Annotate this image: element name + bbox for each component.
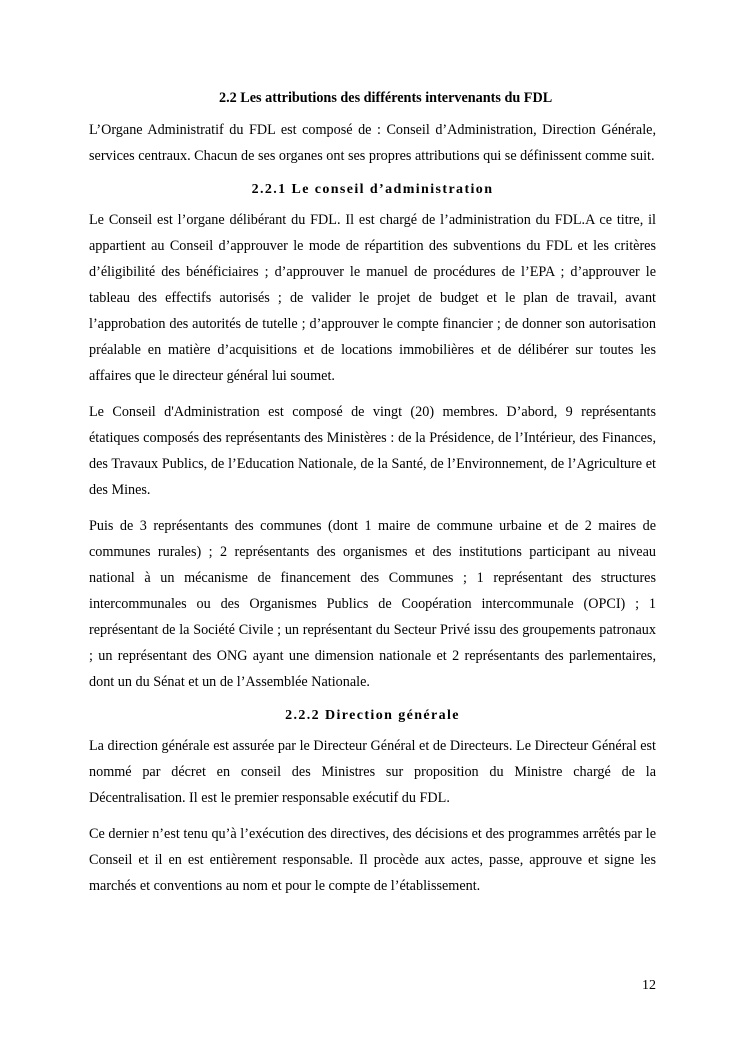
paragraph-conseil-members: Puis de 3 représentants des communes (dont 1 maire de commune urbaine et de 2 maires de communes rurales) ; 2 représentants des organismes et des institutions participant au niveau national à un mécanisme de financement des Communes ; 1 représentant des structures intercommunales ou des Organismes Publics de Coopération intercommunale (OPCI) ; 1 représentant de la Société Civile ; un représentant du Secteur Privé issu des groupements patronaux ; un représentant des ONG ayant une dimension nationale et 2 représentants des parlementaires, dont un du Sénat et un de l’Assemblée Nationale. bbox=[89, 518, 656, 690]
section-title: 2.2 Les attributions des différents intervenants du FDL bbox=[219, 90, 553, 106]
page-content bbox=[89, 87, 656, 909]
subsection-title-direction: 2.2.2 Direction générale bbox=[285, 708, 460, 723]
paragraph-direction-role: La direction générale est assurée par le Directeur Général et de Directeurs. Le Directeur Général est nommé par décret en conseil des Ministres sur proposition du Ministre chargé de la Décentralisation. Il est le premier responsable exécutif du FDL. bbox=[89, 738, 656, 806]
paragraph-conseil-role: Le Conseil est l’organe délibérant du FDL. Il est chargé de l’administration du FDL.A ce titre, il appartient au Conseil d’approuver le mode de répartition des subventions du FDL et les critères d’éligibilité des bénéficiaires ; d’approuver le manuel de procédures de l’EPA ; d’approuver le tableau des effectifs autorisés ; de valider le projet de budget et le plan de travail, avant l’approbation des autorités de tutelle ; d’approuver le compte financier ; de donner son autorisation préalable en matière d’acquisitions et de locations immobilières et de délibérer sur toutes les affaires que le directeur général lui soumet. bbox=[89, 212, 656, 384]
page-number: 12 bbox=[642, 978, 656, 993]
paragraph-conseil-composition: Le Conseil d'Administration est composé de vingt (20) membres. D’abord, 9 représentants étatiques composés des représentants des Ministères : de la Présidence, de l’Intérieur, des Finances, des Travaux Publics, de l’Education Nationale, de la Santé, de l’Environnement, de l’Agriculture et des Mines. bbox=[89, 404, 656, 498]
intro-paragraph: L’Organe Administratif du FDL est composé de : Conseil d’Administration, Direction Générale, services centraux. Chacun de ses organes ont ses propres attributions qui se définissent comme suit. bbox=[89, 122, 656, 164]
subsection-title-conseil: 2.2.1 Le conseil d’administration bbox=[251, 182, 494, 197]
paragraph-direction-duties: Ce dernier n’est tenu qu’à l’exécution des directives, des décisions et des programmes arrêtés par le Conseil et il en est entièrement responsable. Il procède aux actes, passe, approuve et signe les marchés et conventions au nom et pour le compte de l’établissement. bbox=[89, 826, 656, 894]
